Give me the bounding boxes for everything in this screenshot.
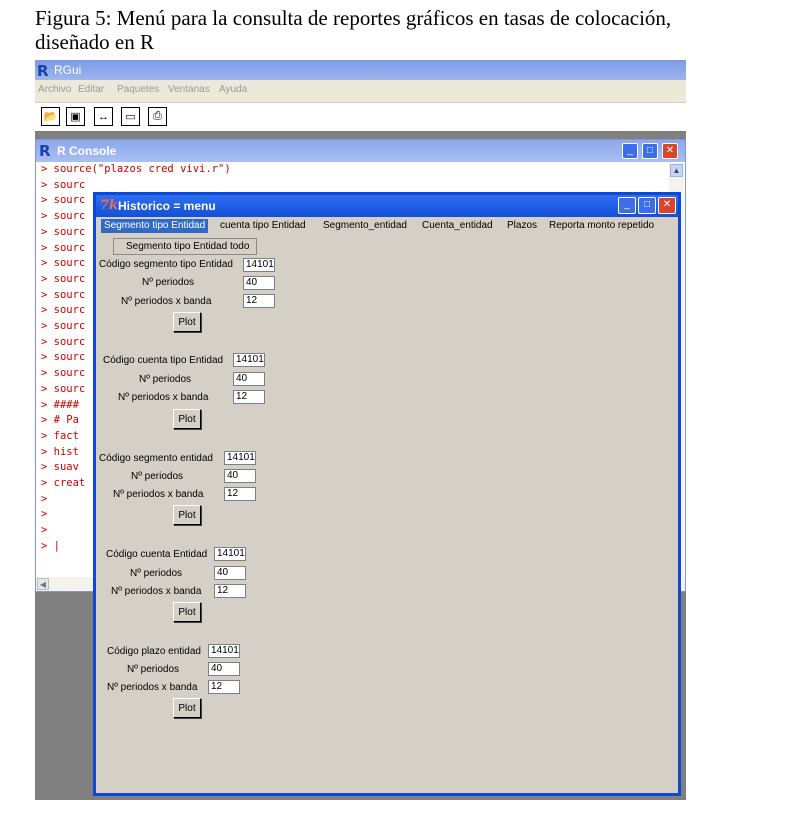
caption-line-1: Figura 5: Menú para la consulta de reportes gráficos en tasas de colocación,	[35, 6, 672, 30]
band-input[interactable]: 12	[243, 294, 275, 308]
band-input[interactable]: 12	[208, 680, 240, 694]
save-icon[interactable]: ▣	[66, 107, 85, 126]
code-label: Código cuenta tipo Entidad	[103, 355, 224, 366]
periods-label: Nº periodos	[127, 664, 180, 675]
menu-paquetes[interactable]: Paquetes	[117, 84, 160, 95]
console-line: > source("plazos cred vivi.r")	[41, 163, 231, 175]
load-icon[interactable]: ↔	[94, 107, 113, 126]
band-label: Nº periodos x banda	[107, 682, 198, 693]
plot-button[interactable]: Plot	[173, 505, 201, 525]
print-icon[interactable]: ⎙	[148, 107, 167, 126]
band-label: Nº periodos x banda	[111, 586, 202, 597]
close-icon[interactable]: ✕	[662, 143, 678, 159]
band-label: Nº periodos x banda	[121, 296, 212, 307]
dialog-title-bar	[96, 195, 678, 217]
console-line: > sourc	[41, 351, 86, 364]
periods-input[interactable]: 40	[224, 469, 256, 483]
code-input[interactable]: 14101	[214, 547, 246, 561]
plot-button[interactable]: Plot	[173, 602, 201, 622]
dialog-title: Historico = menu	[118, 199, 216, 213]
console-line: > sourc	[41, 335, 86, 348]
plot-button[interactable]: Plot	[173, 409, 201, 429]
scroll-left-icon[interactable]: ◀	[37, 578, 49, 590]
periods-input[interactable]: 40	[233, 372, 265, 386]
rgui-toolbar	[35, 103, 686, 131]
r-logo-icon: R	[37, 62, 49, 80]
console-line: > sourc	[41, 304, 86, 317]
console-line: > suav	[41, 461, 79, 474]
open-icon[interactable]: 📂	[41, 107, 60, 126]
menu-cuenta-tipo-entidad[interactable]: cuenta tipo Entidad	[220, 220, 306, 231]
code-input[interactable]: 14101	[243, 258, 275, 272]
scroll-up-icon[interactable]: ▲	[670, 164, 683, 177]
band-input[interactable]: 12	[224, 487, 256, 501]
console-line: > sourc	[41, 382, 86, 395]
menu-segmento-entidad[interactable]: Segmento_entidad	[323, 220, 407, 231]
console-line: > sourc	[41, 194, 86, 207]
band-label: Nº periodos x banda	[113, 489, 204, 500]
menu-plazos[interactable]: Plazos	[507, 220, 538, 231]
console-line: > sourc	[41, 178, 86, 191]
console-line: >	[41, 524, 48, 537]
code-label: Código segmento tipo Entidad	[99, 259, 233, 270]
console-line: >	[41, 508, 48, 521]
maximize-icon[interactable]: □	[642, 143, 658, 159]
console-line: > sourc	[41, 272, 86, 285]
figure-caption	[35, 6, 805, 54]
maximize-icon[interactable]: □	[638, 197, 656, 214]
band-input[interactable]: 12	[233, 390, 265, 404]
minimize-icon[interactable]: _	[618, 197, 636, 214]
console-line: > ####	[41, 398, 79, 411]
periods-input[interactable]: 40	[208, 662, 240, 676]
plot-button[interactable]: Plot	[173, 312, 201, 332]
console-line: > hist	[41, 445, 79, 458]
periods-label: Nº periodos	[130, 568, 183, 579]
console-line: > |	[41, 539, 60, 552]
code-label: Código cuenta Entidad	[106, 549, 208, 560]
band-input[interactable]: 12	[214, 584, 246, 598]
menu-reporta-monto-repetido[interactable]: Reporta monto repetido	[549, 220, 655, 231]
console-title: R Console	[57, 144, 117, 158]
menu-cuenta-entidad[interactable]: Cuenta_entidad	[422, 220, 493, 231]
code-label: Código plazo entidad	[107, 646, 201, 657]
window-icon[interactable]: ▭	[121, 107, 140, 126]
console-line: > sourc	[41, 257, 86, 270]
code-input[interactable]: 14101	[224, 451, 256, 465]
menu-segmento-tipo-entidad[interactable]: Segmento tipo Entidad	[101, 219, 208, 233]
console-line: > sourc	[41, 241, 86, 254]
menu-ventanas[interactable]: Ventanas	[168, 84, 210, 95]
console-line: > # Pa	[41, 414, 79, 427]
console-line: > sourc	[41, 288, 86, 301]
code-input[interactable]: 14101	[233, 353, 265, 367]
code-label: Código segmento entidad	[99, 453, 213, 464]
rgui-title: RGui	[54, 63, 82, 77]
menu-ayuda[interactable]: Ayuda	[219, 84, 248, 95]
r-logo-icon: R	[39, 142, 51, 160]
dropdown-item-segmento-tipo-entidad-todo[interactable]: Segmento tipo Entidad todo	[113, 238, 257, 255]
caption-line-2: diseñado en R	[35, 30, 154, 54]
console-line: > sourc	[41, 225, 86, 238]
rgui-menubar	[35, 80, 686, 103]
periods-label: Nº periodos	[139, 374, 192, 385]
band-label: Nº periodos x banda	[118, 392, 209, 403]
menu-archivo[interactable]: Archivo	[38, 84, 72, 95]
plot-button[interactable]: Plot	[173, 698, 201, 718]
dialog-menubar	[96, 217, 678, 235]
periods-input[interactable]: 40	[243, 276, 275, 290]
console-title-bar	[36, 140, 685, 162]
tk-logo-icon: 7k	[100, 198, 119, 213]
periods-label: Nº periodos	[142, 277, 195, 288]
periods-label: Nº periodos	[131, 471, 184, 482]
rgui-title-bar	[35, 60, 686, 80]
menu-editar[interactable]: Editar	[78, 84, 105, 95]
code-input[interactable]: 14101	[208, 644, 240, 658]
console-line: > sourc	[41, 210, 86, 223]
minimize-icon[interactable]: _	[622, 143, 638, 159]
console-line: > sourc	[41, 367, 86, 380]
console-line: > fact	[41, 429, 79, 442]
console-line: >	[41, 492, 48, 505]
console-line: > creat	[41, 477, 86, 489]
periods-input[interactable]: 40	[214, 566, 246, 580]
console-line: > sourc	[41, 320, 86, 332]
close-icon[interactable]: ✕	[658, 197, 676, 214]
